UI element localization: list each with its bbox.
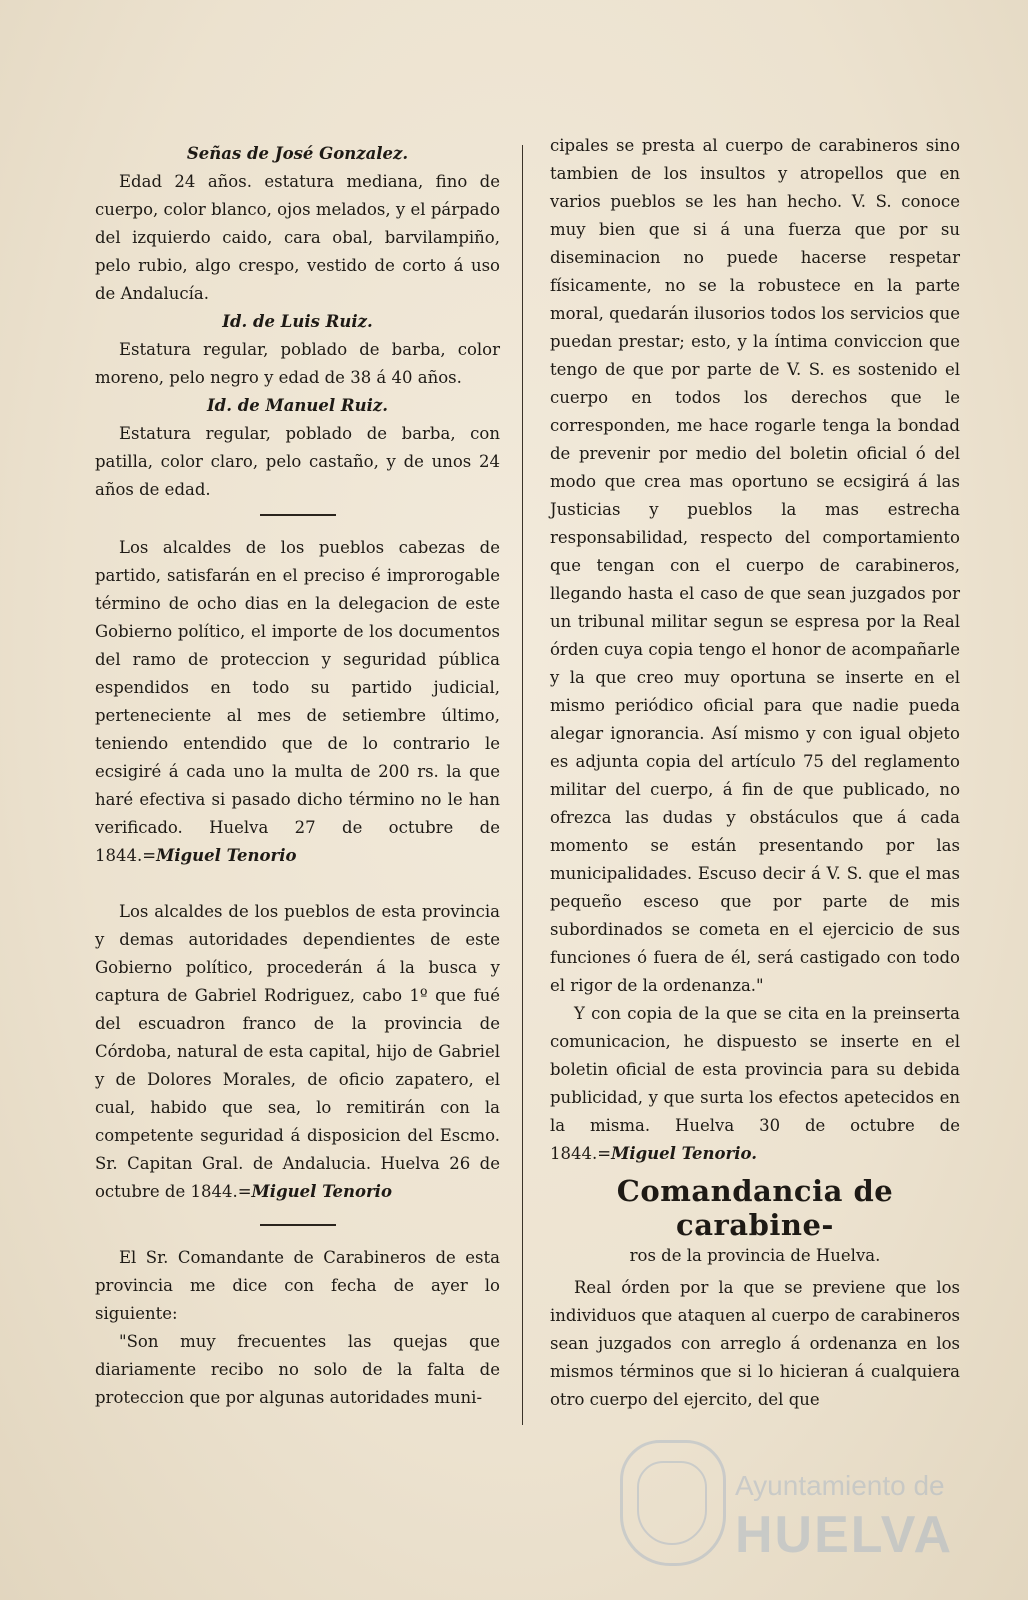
- signature: Miguel Tenorio: [251, 1182, 392, 1201]
- notice-text: Los alcaldes de los pueblos de esta provincia y demas autoridades dependientes de este Gobierno político, procederán á la busca y captura de Gabriel Rodriguez, cabo 1º que fué del escuadron franco de la provincia de Córdoba, natural de esta capital, hijo de Gabriel y de Dolores Morales, de oficio zapatero, el cual, habido que sea, lo remitirán con la competente seguridad á disposicion del Escmo. Sr. Capitan Gral. de Andalucia. Huelva 26 de octubre de 1844.=: [95, 902, 500, 1201]
- notice-text: Y con copia de la que se cita en la preinserta comunicacion, he dispuesto se inserte en el boletin oficial de esta provincia para su debida publicidad, y que surta los efectos apetecidos en la misma. Huelva 30 de octubre de 1844.=: [550, 1004, 960, 1163]
- column-divider: [522, 145, 523, 1425]
- right-column: [550, 132, 960, 1414]
- heading-luis-ruiz: Id. de Luis Ruiz.: [222, 312, 373, 331]
- quote-continuation: cipales se presta al cuerpo de carabineros sino tambien de los insultos y atropellos que en varios pueblos se les han hecho. V. S. conoce muy bien que si á una fuerza que por su diseminacion no puede hacerse respetar físicamente, no se la robustece en la parte moral, quedarán ilusorios todos los servicios que puedan prestar; esto, y la íntima conviccion que tengo de que por parte de V. S. es sostenido el cuerpo en todos los derechos que le corresponden, me hace rogarle tenga la bondad de prevenir por medio del boletin oficial ó del modo que crea mas oportuno se ecsigirá á las Justicias y pueblos la mas estrecha responsabilidad, respecto del comportamiento que tengan con el cuerpo de carabineros, llegando hasta el caso de que sean juzgados por un tribunal militar segun se espresa por la Real órden cuya copia tengo el honor de acompañarle y la que creo muy oportuna se inserte en el mismo periódico oficial para que nadie pueda alegar ignorancia. Así mismo y con igual objeto es adjunta copia del artículo 75 del reglamento militar del cuerpo, á fin de que publicado, no ofrezca las dudas y obstáculos que á cada momento se están presentando por las municipalidades. Escuso decir á V. S. que el mas pequeño esceso que por parte de mis subordinados se cometa en el ejercicio de sus funciones ó fuera de él, será castigado con todo el rigor de la ordenanza.": [550, 136, 960, 995]
- signature: Miguel Tenorio: [156, 846, 297, 865]
- description-manuel-ruiz: Estatura regular, poblado de barba, con patilla, color claro, pelo castaño, y de unos 24 años de edad.: [95, 424, 500, 499]
- heading-manuel-ruiz: Id. de Manuel Ruiz.: [206, 396, 389, 415]
- heading-jose-gonzalez: Señas de José Gonzalez.: [186, 144, 409, 163]
- notice-text: Los alcaldes de los pueblos cabezas de partido, satisfarán en el preciso é improrogable término de ocho dias en la delegacion de este Gobierno político, el importe de los documentos del ramo de proteccion y seguridad pública espendidos en todo su partido judicial, perteneciente al mes de setiembre último, teniendo entendido que de lo contrario le ecsigiré á cada uno la multa de 200 rs. la que haré efectiva si pasado dicho término no le han verificado. Huelva 27 de octubre de 1844.=: [95, 538, 500, 865]
- section-title: Comandancia de carabine-: [616, 1174, 894, 1242]
- description-luis-ruiz: Estatura regular, poblado de barba, color moreno, pelo negro y edad de 38 á 40 años.: [95, 340, 500, 387]
- watermark-logo: [610, 1430, 960, 1580]
- watermark-line2: HUELVA: [735, 1506, 954, 1564]
- notice-comandante-intro: El Sr. Comandante de Carabineros de esta provincia me dice con fecha de ayer lo siguiente:: [95, 1248, 500, 1323]
- spacer: [95, 870, 500, 898]
- signature: Miguel Tenorio.: [611, 1144, 757, 1163]
- watermark-line1: Ayuntamiento de: [735, 1470, 945, 1501]
- left-column: [95, 140, 500, 1412]
- notice-quote-start: "Son muy frecuentes las quejas que diariamente recibo no solo de la falta de proteccion que por algunas autoridades muni-: [95, 1332, 500, 1407]
- notice-alcaldes-documentos: [95, 534, 500, 870]
- coat-of-arms-icon: [620, 1440, 726, 1566]
- section-subtitle: ros de la provincia de Huelva.: [629, 1246, 881, 1265]
- description-jose-gonzalez: Edad 24 años. estatura mediana, fino de cuerpo, color blanco, ojos melados, y el párpado del izquierdo caido, cara obal, barvilampiño, pelo rubio, algo crespo, vestido de corto á uso de Andalucía.: [95, 172, 500, 303]
- section-divider: [260, 514, 336, 516]
- notice-copia: [550, 1000, 960, 1168]
- real-orden-text: Real órden por la que se previene que los individuos que ataquen al cuerpo de carabineros sean juzgados con arreglo á ordenanza en los mismos términos que si lo hicieran á cualquiera otro cuerpo del ejercito, del que: [550, 1278, 960, 1409]
- notice-busca-captura: [95, 898, 500, 1206]
- section-divider: [260, 1224, 336, 1226]
